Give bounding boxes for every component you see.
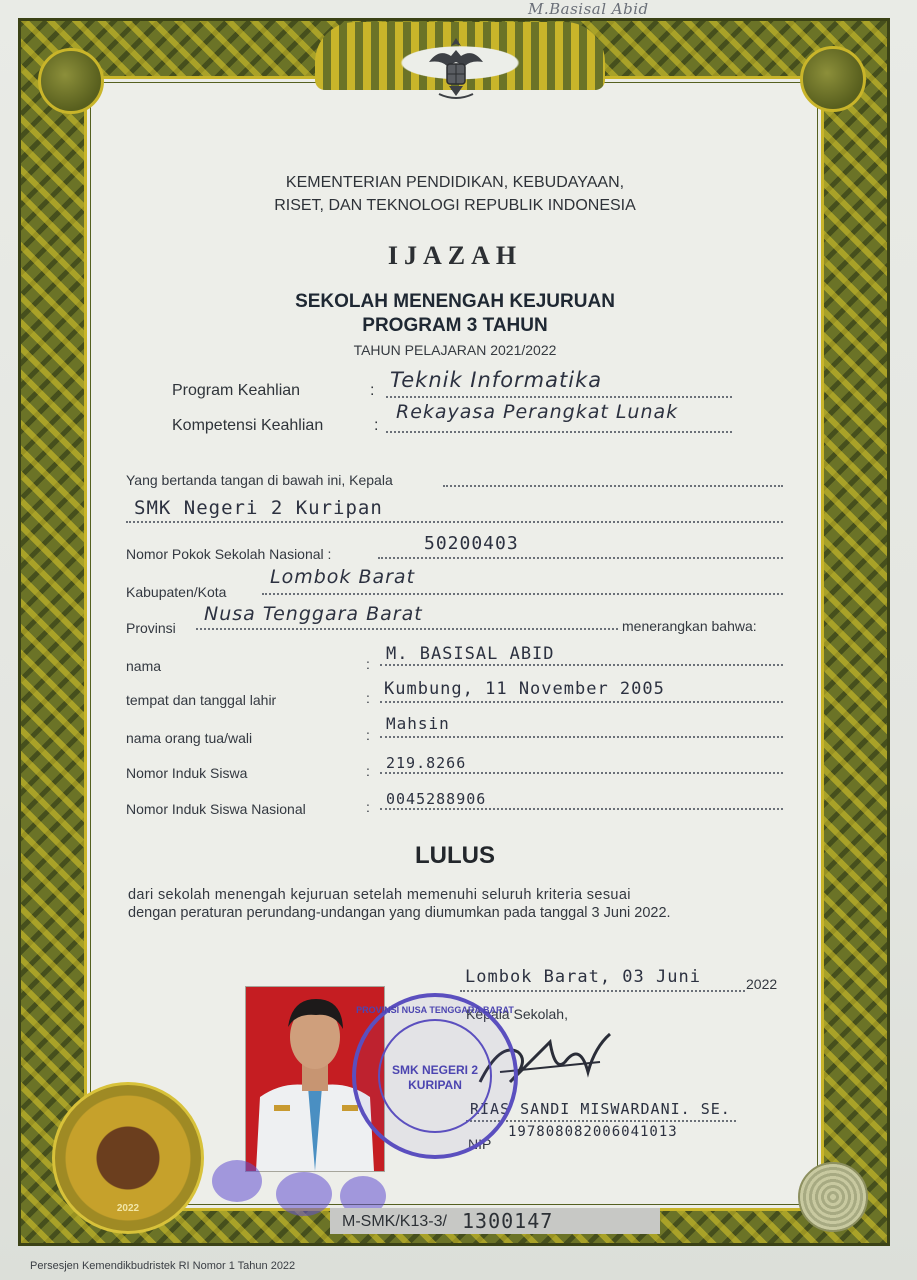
dotted-line <box>380 664 783 666</box>
garuda-emblem-icon <box>425 32 487 102</box>
province-label: Provinsi <box>126 620 176 636</box>
dotted-line <box>262 593 783 595</box>
student-name-label: nama <box>126 658 162 674</box>
colon: : <box>370 382 375 399</box>
thumbprint <box>212 1160 262 1202</box>
dotted-line <box>460 990 745 992</box>
nis-value: 219.8266 <box>386 754 467 772</box>
dotted-line <box>126 521 783 523</box>
colon: : <box>366 799 370 815</box>
ministry-line-2: RISET, DAN TEKNOLOGI REPUBLIK INDONESIA <box>274 197 636 214</box>
nip-value: 197808082006041013 <box>508 1124 678 1140</box>
serial-number: 1300147 <box>462 1209 554 1233</box>
signature-place-date: Lombok Barat, 03 Juni <box>465 967 701 987</box>
statement-line-1: dari sekolah menengah kejuruan setelah memenuhi seluruh kriteria sesuai <box>128 887 631 903</box>
corner-ornament-top-left <box>38 48 104 114</box>
province-value: Nusa Tenggara Barat <box>204 603 423 625</box>
school-type-line-2: PROGRAM 3 TAHUN <box>362 315 548 336</box>
colon: : <box>366 656 370 672</box>
student-name-value: M. BASISAL ABID <box>386 644 555 664</box>
npsn-label: Nomor Pokok Sekolah Nasional : <box>126 546 332 562</box>
dotted-line <box>386 431 732 433</box>
principal-name: RIAS SANDI MISWARDANI. SE. <box>470 1100 731 1118</box>
academic-year: TAHUN PELAJARAN 2021/2022 <box>353 342 557 358</box>
declares-text: menerangkan bahwa: <box>622 618 757 634</box>
colon: : <box>374 417 379 434</box>
stamp-center-line-2: KURIPAN <box>408 1078 462 1092</box>
dotted-line <box>386 396 732 398</box>
dotted-line <box>443 485 783 487</box>
program-value: Teknik Informatika <box>390 368 603 392</box>
ministry-gold-seal <box>52 1082 204 1234</box>
intro-text: Yang bertanda tangan di bawah ini, Kepala <box>126 472 393 488</box>
serial-prefix: M-SMK/K13-3/ <box>342 1213 447 1230</box>
corner-ornament-top-right <box>800 46 866 112</box>
dotted-line <box>378 557 783 559</box>
regency-value: Lombok Barat <box>270 566 416 588</box>
nisn-label: Nomor Induk Siswa Nasional <box>126 801 306 817</box>
dotted-line <box>196 628 618 630</box>
colon: : <box>366 763 370 779</box>
signature-year: 2022 <box>746 976 778 992</box>
competency-label: Kompetensi Keahlian <box>172 417 324 434</box>
document-title: IJAZAH <box>387 241 523 270</box>
npsn-value: 50200403 <box>424 533 519 554</box>
dotted-line <box>380 701 783 703</box>
hologram-seal <box>798 1162 868 1232</box>
colon: : <box>366 727 370 743</box>
dotted-line <box>466 1120 736 1122</box>
colon: : <box>366 690 370 706</box>
dotted-line <box>380 772 783 774</box>
school-name-value: SMK Negeri 2 Kuripan <box>134 497 383 519</box>
gold-seal-year: 2022 <box>116 1203 140 1214</box>
footer-regulation-note: Persesjen Kemendikbudristek RI Nomor 1 Tahun 2022 <box>30 1260 296 1272</box>
parent-label: nama orang tua/wali <box>126 730 253 746</box>
program-label: Program Keahlian <box>172 382 301 399</box>
principal-role: Kepala Sekolah, <box>466 1006 568 1022</box>
ministry-line-1: KEMENTERIAN PENDIDIKAN, KEBUDAYAAN, <box>285 174 625 191</box>
school-stamp <box>352 993 518 1159</box>
stamp-ring-text: PROVINSI NUSA TENGGARA BARAT <box>356 1005 514 1015</box>
graduation-status: LULUS <box>415 842 495 869</box>
handwritten-name-annotation: M.Basisal Abid <box>528 0 649 18</box>
regency-label: Kabupaten/Kota <box>126 584 227 600</box>
thumbprint <box>276 1172 332 1216</box>
nisn-value: 0045288906 <box>386 790 487 808</box>
competency-value: Rekayasa Perangkat Lunak <box>396 401 679 423</box>
nis-label: Nomor Induk Siswa <box>126 765 248 781</box>
school-type-line-1: SEKOLAH MENENGAH KEJURUAN <box>295 291 615 312</box>
nip-label: NIP <box>468 1136 492 1152</box>
dotted-line <box>380 736 783 738</box>
stamp-center-line-1: SMK NEGERI 2 <box>391 1063 478 1077</box>
statement-line-2: dengan peraturan perundang-undangan yang diumumkan pada tanggal 3 Juni 2022. <box>128 905 671 921</box>
birth-label: tempat dan tanggal lahir <box>126 692 277 708</box>
birth-value: Kumbung, 11 November 2005 <box>384 679 665 699</box>
dotted-line <box>380 808 783 810</box>
parent-value: Mahsin <box>386 714 450 733</box>
